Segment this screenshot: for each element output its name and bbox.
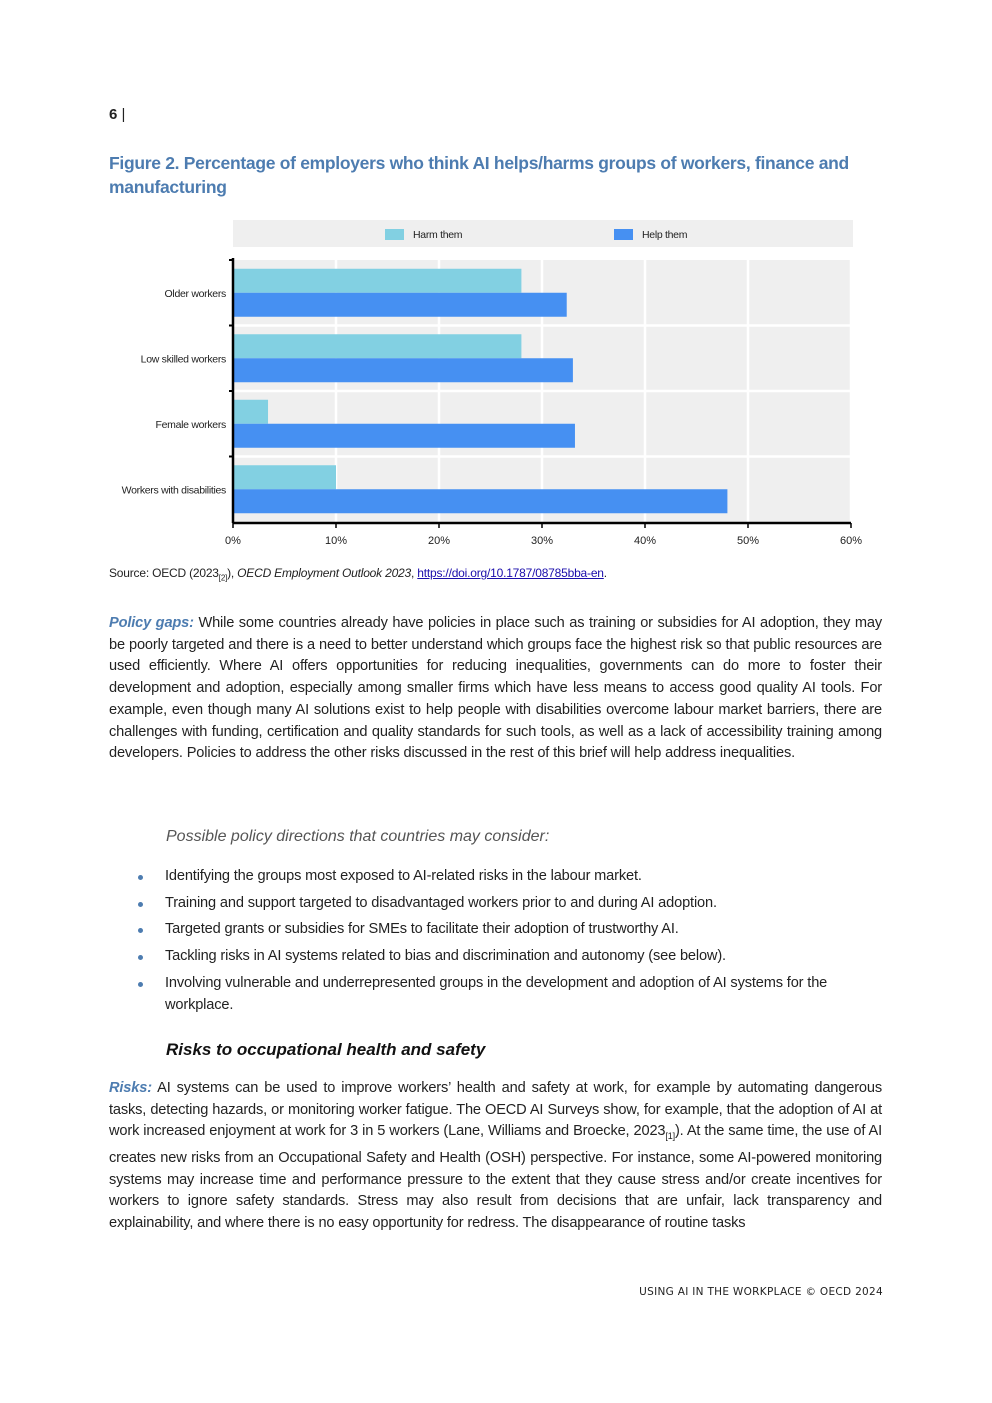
source-end: . xyxy=(603,566,607,580)
bar-help-them xyxy=(233,489,727,513)
list-item xyxy=(138,919,882,941)
list-item xyxy=(138,973,882,1016)
x-tick-labels xyxy=(225,535,862,547)
list-item xyxy=(138,866,882,888)
page-footer: USING AI IN THE WORKPLACE © OECD 2024 xyxy=(639,1286,883,1298)
legend-background xyxy=(233,220,853,247)
policy-gaps-text: While some countries already have policies in place such as training or subsidies for AI adoption, they may be poorly targeted and there is a need to better understand which groups face the highest risk so that public resources are used efficiently. Where AI offers opportunities for reducing inequalities, governments can do more to foster their development and adoption, especially among smaller firms which have less means to access good quality AI tools. For example, even though many AI solutions exist to help people with disabilities overcome labour market barriers, there are challenges with funding, certification and quality standards for such tools, as well as a lack of accessibility training among developers. Policies to address the other risks discussed in the rest of this brief will help address inequalities. xyxy=(109,615,882,762)
risks-paragraph xyxy=(109,1078,882,1235)
policy-gaps-lead: Policy gaps: xyxy=(109,615,194,631)
category-label: Workers with disabilities xyxy=(121,484,226,497)
risks-text-2: ). At the same time, the use of AI creates new risks from an Occupational Safety and Health (OSH) perspective. For instance, some AI-powered monitoring systems may increase time and performance pressure to the extent that they cause stress and/or create incentives for workers to ignore safety standards. Stress may also result from decisions that are unfair, lack transparency and explainability, and where there is no easy opportunity for redress. The disappearance of routine tasks xyxy=(109,1123,882,1232)
bar-chart xyxy=(100,215,870,555)
source-reference[interactable]: [2] xyxy=(218,573,228,583)
category-labels xyxy=(122,288,226,497)
bar-harm-them xyxy=(233,465,336,489)
source-publication-title: OECD Employment Outlook 2023 xyxy=(237,566,411,580)
page-number-separator: | xyxy=(121,106,126,123)
x-tick-label: 60% xyxy=(839,535,863,547)
bar-help-them xyxy=(233,358,573,382)
bar-help-them xyxy=(233,424,575,448)
x-tick-label: 0% xyxy=(225,535,241,547)
source-sep: , xyxy=(411,566,418,580)
legend-swatch xyxy=(614,229,633,240)
policy-directions-list xyxy=(138,866,882,1021)
page-number xyxy=(109,106,125,123)
x-tick-label: 40% xyxy=(633,535,657,547)
list-item xyxy=(138,893,882,915)
figure-title: Figure 2. Percentage of employers who think AI helps/harms groups of workers, finance and manufacturing xyxy=(109,153,849,197)
bullet-icon xyxy=(138,875,143,880)
policy-directions-heading: Possible policy directions that countries may consider: xyxy=(166,828,550,845)
risks-text-1: AI systems can be used to improve workers’ health and safety at work, for example by automating dangerous tasks, detecting hazards, or monitoring worker fatigue. The OECD AI Surveys show, for example, that the adoption of AI at work increased enjoyment at work for 3 in 5 workers (Lane, Williams and Broecke, 2023 xyxy=(109,1080,882,1140)
list-item xyxy=(138,946,882,968)
category-label: Low skilled workers xyxy=(140,353,226,366)
category-label: Older workers xyxy=(164,287,226,300)
legend-label: Harm them xyxy=(413,229,463,241)
risks-lead: Risks: xyxy=(109,1080,152,1096)
source-mid: ), xyxy=(227,566,238,580)
bar-harm-them xyxy=(233,334,521,358)
source-prefix: Source: OECD (2023 xyxy=(109,566,219,580)
bar-harm-them xyxy=(233,269,521,293)
list-item-text: Involving vulnerable and underrepresented groups in the development and adoption of AI systems for the workplace. xyxy=(165,974,828,1013)
bar-harm-them xyxy=(233,400,268,424)
category-label: Female workers xyxy=(155,418,226,431)
bullet-icon xyxy=(138,955,143,960)
x-tick-label: 20% xyxy=(427,535,451,547)
bullet-icon xyxy=(138,982,143,987)
page-number-value: 6 xyxy=(109,106,118,123)
legend-label: Help them xyxy=(642,229,688,241)
bar-help-them xyxy=(233,293,567,317)
source-doi-link[interactable]: https://doi.org/10.1787/08785bba-en xyxy=(417,566,604,580)
list-item-text: Identifying the groups most exposed to AI-related risks in the labour market. xyxy=(165,868,642,884)
x-tick-label: 10% xyxy=(324,535,348,547)
bullet-icon xyxy=(138,928,143,933)
list-item-text: Targeted grants or subsidies for SMEs to facilitate their adoption of trustworthy AI. xyxy=(165,921,679,938)
list-item-text: Training and support targeted to disadvantaged workers prior to and during AI adoption. xyxy=(165,894,717,911)
list-item-text: Tackling risks in AI systems related to bias and discrimination and autonomy (see below). xyxy=(165,948,726,965)
x-tick-label: 30% xyxy=(530,535,554,547)
x-tick-label: 50% xyxy=(736,535,760,547)
bullet-icon xyxy=(138,902,143,907)
policy-gaps-paragraph xyxy=(109,613,882,765)
legend-swatch xyxy=(385,229,404,240)
risks-reference[interactable]: [1] xyxy=(665,1131,675,1142)
figure-source xyxy=(109,566,607,582)
section-heading: Risks to occupational health and safety xyxy=(166,1040,486,1059)
